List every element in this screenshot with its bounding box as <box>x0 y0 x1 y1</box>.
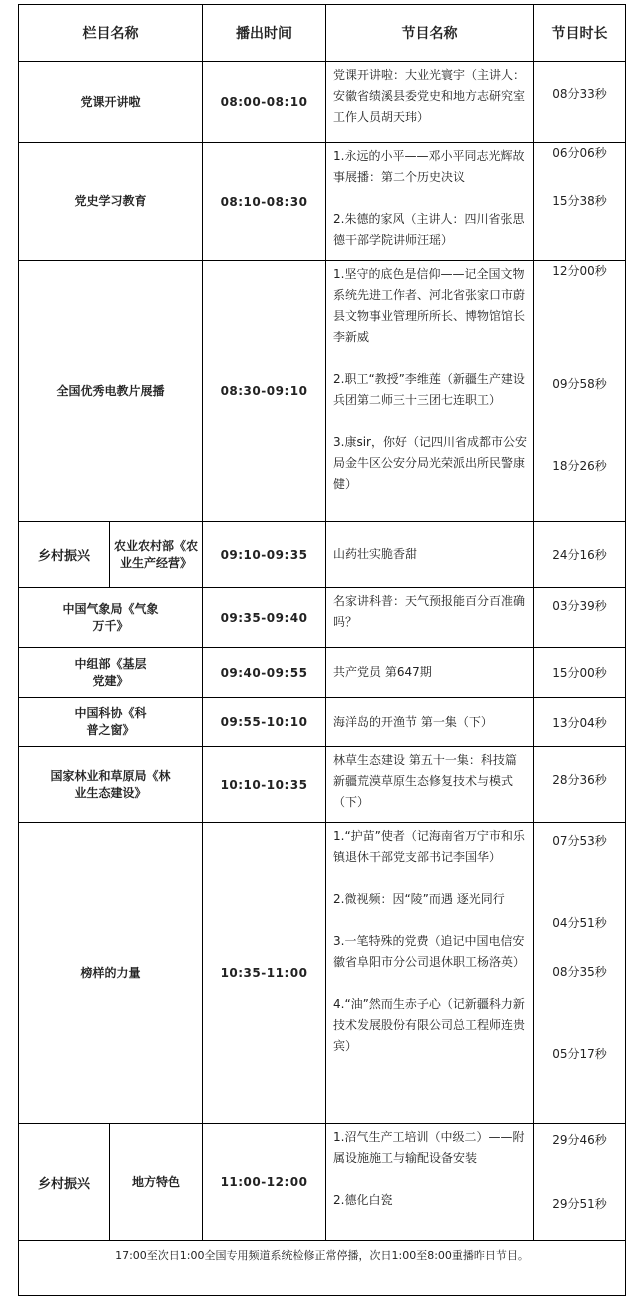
column-name: 中组部《基层党建》 <box>19 648 203 698</box>
program-title: 1.永远的小平——邓小平同志光辉故事展播：第二个历史决议 <box>333 149 525 184</box>
program-title: 2.职工“教授”李维莲（新疆生产建设兵团第二师三十三团七连职工） <box>333 372 525 407</box>
duration-cell <box>534 588 626 648</box>
duration: 29分51秒 <box>552 1197 607 1211</box>
duration: 29分46秒 <box>552 1133 607 1147</box>
duration: 04分51秒 <box>552 916 607 930</box>
program-cell <box>326 588 534 648</box>
header-duration: 节目时长 <box>534 5 626 62</box>
duration: 18分26秒 <box>552 459 607 473</box>
column-name: 榜样的力量 <box>19 823 203 1124</box>
duration: 15分38秒 <box>552 194 607 208</box>
footer-row <box>19 1241 626 1296</box>
program-cell <box>326 522 534 588</box>
program-cell <box>326 747 534 823</box>
duration-cell <box>534 747 626 823</box>
duration: 13分04秒 <box>552 715 607 730</box>
column-name: 党史学习教育 <box>19 143 203 261</box>
program-cell <box>326 143 534 261</box>
program-title: 1.“护苗”使者（记海南省万宁市和乐镇退休干部党支部书记李国华） <box>333 829 525 864</box>
column-name: 党课开讲啦 <box>19 62 203 143</box>
column-name: 中国科协《科普之窗》 <box>19 698 203 747</box>
program-cell <box>326 823 534 1124</box>
broadcast-time: 09:35-09:40 <box>203 588 326 648</box>
footer-note: 17:00至次日1:00全国专用频道系统检修正常停播，次日1:00至8:00重播昨日节目。 <box>19 1241 626 1296</box>
program-title: 4.“油”然而生赤子心（记新疆科力新技术发展股份有限公司总工程师连贵宾） <box>333 997 526 1053</box>
table-row <box>19 747 626 823</box>
column-name: 中国气象局《气象万千》 <box>19 588 203 648</box>
broadcast-time: 10:35-11:00 <box>203 823 326 1124</box>
broadcast-time: 09:10-09:35 <box>203 522 326 588</box>
broadcast-time: 09:40-09:55 <box>203 648 326 698</box>
program-cell <box>326 648 534 698</box>
program-title: 3.一笔特殊的党费（追记中国电信安徽省阜阳市分公司退休职工杨洛英） <box>333 934 526 969</box>
program-title: 2.朱德的家风（主讲人：四川省张思德干部学院讲师汪瑶） <box>333 212 525 247</box>
duration-cell <box>534 698 626 747</box>
program-title: 共产党员 第647期 <box>333 665 432 679</box>
program-title: 2.微视频：因“陵”而遇 逐光同行 <box>333 892 505 906</box>
column-name: 国家林业和草原局《林业生态建设》 <box>19 747 203 823</box>
program-title: 3.康sir，你好（记四川省成都市公安局金牛区公安分局光荣派出所民警康健） <box>333 435 527 491</box>
table-row <box>19 698 626 747</box>
table-row <box>19 648 626 698</box>
broadcast-time: 08:30-09:10 <box>203 261 326 522</box>
header-program-name: 节目名称 <box>326 5 534 62</box>
column-group-name: 乡村振兴 <box>19 522 110 588</box>
broadcast-time: 09:55-10:10 <box>203 698 326 747</box>
table-row <box>19 823 626 1124</box>
program-cell <box>326 62 534 143</box>
duration-cell <box>534 143 626 261</box>
program-cell <box>326 698 534 747</box>
header-broadcast-time: 播出时间 <box>203 5 326 62</box>
program-title: 1.坚守的底色是信仰——记全国文物系统先进工作者、河北省张家口市蔚县文物事业管理所所长、博物馆馆长李新威 <box>333 267 526 344</box>
column-name: 全国优秀电教片展播 <box>19 261 203 522</box>
duration: 24分16秒 <box>552 548 607 562</box>
table-row <box>19 588 626 648</box>
broadcast-time: 08:10-08:30 <box>203 143 326 261</box>
duration: 08分35秒 <box>552 965 607 979</box>
program-cell <box>326 261 534 522</box>
duration-cell <box>534 62 626 143</box>
program-title: 林草生态建设 第五十一集：科技篇 新疆荒漠草原生态修复技术与模式（下） <box>333 753 517 809</box>
header-column-name: 栏目名称 <box>19 5 203 62</box>
duration: 15分00秒 <box>552 666 607 680</box>
program-title: 山药壮实脆香甜 <box>333 547 418 561</box>
duration: 06分06秒 <box>552 146 607 160</box>
duration: 05分17秒 <box>552 1047 607 1061</box>
program-title: 党课开讲啦：大业光寰宇（主讲人：安徽省绩溪县委党史和地方志研究室工作人员胡天玮） <box>333 68 526 124</box>
program-title: 1.沼气生产工培训（中级二）——附属设施施工与输配设备安装 <box>333 1130 525 1165</box>
broadcast-time: 11:00-12:00 <box>203 1124 326 1241</box>
table-row <box>19 62 626 143</box>
broadcast-time: 10:10-10:35 <box>203 747 326 823</box>
duration-cell <box>534 522 626 588</box>
table-row <box>19 143 626 261</box>
duration: 08分33秒 <box>552 87 607 101</box>
duration-cell <box>534 823 626 1124</box>
table-row <box>19 522 626 588</box>
broadcast-time: 08:00-08:10 <box>203 62 326 143</box>
program-title: 海洋岛的开渔节 第一集（下） <box>333 714 493 729</box>
duration: 28分36秒 <box>552 773 607 787</box>
schedule-table <box>18 4 626 1296</box>
header-row <box>19 5 626 62</box>
table-row <box>19 261 626 522</box>
column-name: 地方特色 <box>110 1124 203 1241</box>
duration: 07分53秒 <box>552 834 607 848</box>
program-cell <box>326 1124 534 1241</box>
duration: 09分58秒 <box>552 377 607 391</box>
program-title: 名家讲科普：天气预报能百分百准确吗？ <box>333 594 526 629</box>
duration-cell <box>534 261 626 522</box>
column-group-name: 乡村振兴 <box>19 1124 110 1241</box>
duration-cell <box>534 1124 626 1241</box>
duration: 12分00秒 <box>552 264 607 278</box>
duration: 03分39秒 <box>552 599 607 613</box>
column-name: 农业农村部《农业生产经营》 <box>110 522 203 588</box>
table-row <box>19 1124 626 1241</box>
duration-cell <box>534 648 626 698</box>
program-title: 2.德化白瓷 <box>333 1193 393 1207</box>
